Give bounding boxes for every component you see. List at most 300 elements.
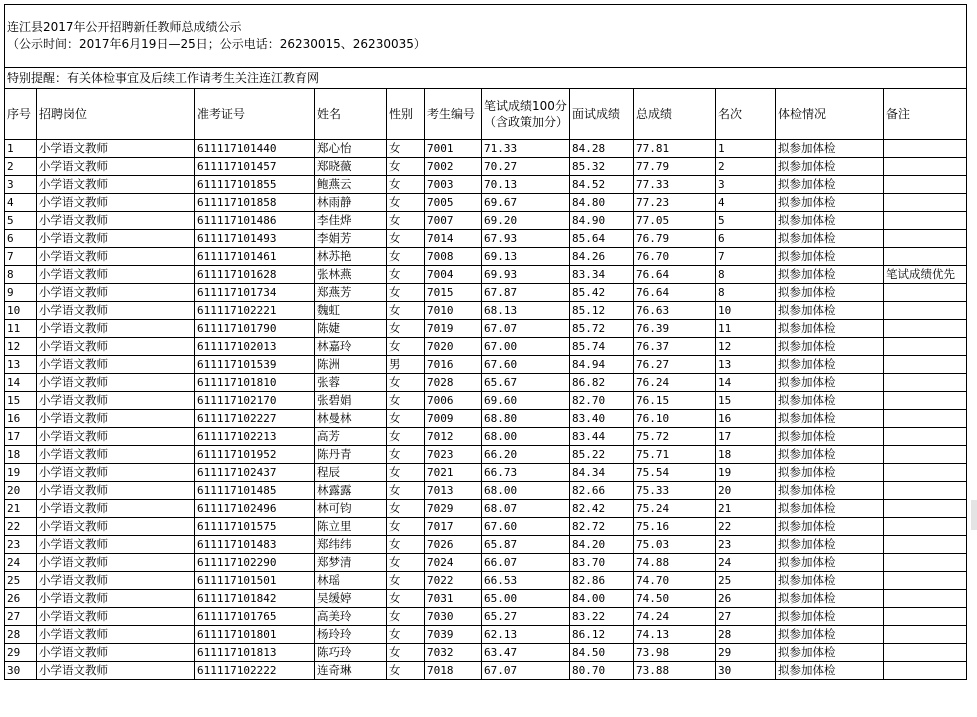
cell-position: 小学语文教师 — [37, 158, 195, 176]
cell-gender: 女 — [387, 554, 425, 572]
cell-interview: 82.66 — [570, 482, 634, 500]
table-row — [5, 266, 967, 284]
cell-exam-no: 7017 — [425, 518, 482, 536]
cell-exam-no: 7004 — [425, 266, 482, 284]
cell-rank: 27 — [716, 608, 776, 626]
cell-exam-no: 7029 — [425, 500, 482, 518]
cell-position: 小学语文教师 — [37, 428, 195, 446]
cell-remark — [884, 320, 967, 338]
cell-physical: 拟参加体检 — [776, 626, 884, 644]
cell-written: 65.87 — [482, 536, 570, 554]
cell-total: 74.88 — [634, 554, 716, 572]
cell-no: 29 — [5, 644, 37, 662]
cell-total: 76.24 — [634, 374, 716, 392]
cell-total: 76.79 — [634, 230, 716, 248]
cell-written: 70.27 — [482, 158, 570, 176]
cell-written: 71.33 — [482, 140, 570, 158]
cell-remark — [884, 158, 967, 176]
cell-name: 连奇琳 — [315, 662, 387, 680]
cell-admission: 611117102013 — [195, 338, 315, 356]
cell-admission: 611117102290 — [195, 554, 315, 572]
cell-remark — [884, 554, 967, 572]
cell-physical: 拟参加体检 — [776, 464, 884, 482]
cell-total: 73.88 — [634, 662, 716, 680]
header-gender: 性别 — [387, 89, 425, 140]
cell-admission: 611117101539 — [195, 356, 315, 374]
cell-position: 小学语文教师 — [37, 320, 195, 338]
cell-interview: 84.00 — [570, 590, 634, 608]
table-row — [5, 464, 967, 482]
cell-written: 68.00 — [482, 482, 570, 500]
cell-physical: 拟参加体检 — [776, 194, 884, 212]
cell-admission: 611117101765 — [195, 608, 315, 626]
cell-gender: 女 — [387, 662, 425, 680]
cell-gender: 女 — [387, 248, 425, 266]
cell-gender: 女 — [387, 176, 425, 194]
cell-no: 5 — [5, 212, 37, 230]
cell-gender: 女 — [387, 590, 425, 608]
table-row — [5, 662, 967, 680]
cell-written: 68.13 — [482, 302, 570, 320]
cell-no: 12 — [5, 338, 37, 356]
cell-position: 小学语文教师 — [37, 302, 195, 320]
cell-rank: 6 — [716, 230, 776, 248]
header-written-line1: 笔试成绩100分 — [484, 99, 567, 113]
cell-position: 小学语文教师 — [37, 374, 195, 392]
cell-name: 李佳烨 — [315, 212, 387, 230]
cell-rank: 10 — [716, 302, 776, 320]
cell-no: 16 — [5, 410, 37, 428]
cell-gender: 女 — [387, 266, 425, 284]
cell-rank: 17 — [716, 428, 776, 446]
table-row — [5, 572, 967, 590]
cell-remark — [884, 194, 967, 212]
cell-physical: 拟参加体检 — [776, 446, 884, 464]
cell-name: 林嘉玲 — [315, 338, 387, 356]
cell-name: 林瑶 — [315, 572, 387, 590]
cell-written: 69.13 — [482, 248, 570, 266]
cell-name: 高美玲 — [315, 608, 387, 626]
cell-exam-no: 7013 — [425, 482, 482, 500]
cell-interview: 86.82 — [570, 374, 634, 392]
cell-physical: 拟参加体检 — [776, 554, 884, 572]
cell-exam-no: 7032 — [425, 644, 482, 662]
cell-admission: 611117101485 — [195, 482, 315, 500]
cell-remark — [884, 176, 967, 194]
cell-gender: 女 — [387, 302, 425, 320]
table-row — [5, 194, 967, 212]
cell-written: 68.80 — [482, 410, 570, 428]
header-remark: 备注 — [884, 89, 967, 140]
cell-exam-no: 7002 — [425, 158, 482, 176]
cell-interview: 80.70 — [570, 662, 634, 680]
cell-total: 75.33 — [634, 482, 716, 500]
cell-admission: 611117101486 — [195, 212, 315, 230]
cell-physical: 拟参加体检 — [776, 392, 884, 410]
cell-gender: 女 — [387, 230, 425, 248]
cell-physical: 拟参加体检 — [776, 284, 884, 302]
cell-rank: 29 — [716, 644, 776, 662]
cell-admission: 611117101813 — [195, 644, 315, 662]
cell-name: 陈丹青 — [315, 446, 387, 464]
cell-rank: 15 — [716, 392, 776, 410]
cell-remark — [884, 212, 967, 230]
cell-physical: 拟参加体检 — [776, 608, 884, 626]
cell-no: 26 — [5, 590, 37, 608]
cell-gender: 女 — [387, 500, 425, 518]
cell-position: 小学语文教师 — [37, 194, 195, 212]
cell-admission: 611117102221 — [195, 302, 315, 320]
cell-admission: 611117101483 — [195, 536, 315, 554]
cell-no: 19 — [5, 464, 37, 482]
cell-physical: 拟参加体检 — [776, 410, 884, 428]
cell-no: 25 — [5, 572, 37, 590]
cell-remark — [884, 356, 967, 374]
cell-total: 76.63 — [634, 302, 716, 320]
header-admission: 准考证号 — [195, 89, 315, 140]
cell-physical: 拟参加体检 — [776, 536, 884, 554]
cell-admission: 611117102222 — [195, 662, 315, 680]
cell-interview: 83.44 — [570, 428, 634, 446]
cell-physical: 拟参加体检 — [776, 518, 884, 536]
cell-position: 小学语文教师 — [37, 140, 195, 158]
cell-written: 63.47 — [482, 644, 570, 662]
cell-position: 小学语文教师 — [37, 176, 195, 194]
cell-rank: 25 — [716, 572, 776, 590]
cell-total: 75.03 — [634, 536, 716, 554]
cell-name: 林可钧 — [315, 500, 387, 518]
cell-admission: 611117102213 — [195, 428, 315, 446]
cell-physical: 拟参加体检 — [776, 662, 884, 680]
table-row — [5, 158, 967, 176]
cell-gender: 女 — [387, 428, 425, 446]
cell-position: 小学语文教师 — [37, 464, 195, 482]
cell-position: 小学语文教师 — [37, 392, 195, 410]
cell-remark — [884, 338, 967, 356]
cell-physical: 拟参加体检 — [776, 374, 884, 392]
cell-admission: 611117101440 — [195, 140, 315, 158]
cell-exam-no: 7022 — [425, 572, 482, 590]
cell-admission: 611117101628 — [195, 266, 315, 284]
cell-interview: 85.12 — [570, 302, 634, 320]
cell-rank: 26 — [716, 590, 776, 608]
cell-position: 小学语文教师 — [37, 536, 195, 554]
cell-name: 吴缓婷 — [315, 590, 387, 608]
cell-rank: 5 — [716, 212, 776, 230]
cell-total: 76.39 — [634, 320, 716, 338]
cell-position: 小学语文教师 — [37, 230, 195, 248]
cell-interview: 85.32 — [570, 158, 634, 176]
cell-no: 22 — [5, 518, 37, 536]
cell-rank: 7 — [716, 248, 776, 266]
cell-interview: 85.42 — [570, 284, 634, 302]
cell-written: 70.13 — [482, 176, 570, 194]
cell-written: 69.60 — [482, 392, 570, 410]
cell-no: 24 — [5, 554, 37, 572]
cell-written: 67.60 — [482, 518, 570, 536]
cell-rank: 3 — [716, 176, 776, 194]
cell-remark — [884, 230, 967, 248]
cell-exam-no: 7003 — [425, 176, 482, 194]
cell-interview: 86.12 — [570, 626, 634, 644]
table-row — [5, 536, 967, 554]
cell-exam-no: 7015 — [425, 284, 482, 302]
cell-gender: 女 — [387, 608, 425, 626]
cell-position: 小学语文教师 — [37, 554, 195, 572]
cell-name: 李娟芳 — [315, 230, 387, 248]
cell-total: 75.16 — [634, 518, 716, 536]
cell-interview: 82.86 — [570, 572, 634, 590]
cell-remark — [884, 464, 967, 482]
cell-no: 3 — [5, 176, 37, 194]
cell-rank: 1 — [716, 140, 776, 158]
cell-position: 小学语文教师 — [37, 248, 195, 266]
cell-remark — [884, 428, 967, 446]
cell-written: 67.00 — [482, 338, 570, 356]
cell-interview: 84.26 — [570, 248, 634, 266]
cell-written: 67.07 — [482, 320, 570, 338]
cell-written: 66.73 — [482, 464, 570, 482]
table-row — [5, 284, 967, 302]
title-cell — [5, 5, 967, 68]
cell-name: 程辰 — [315, 464, 387, 482]
cell-interview: 83.22 — [570, 608, 634, 626]
cell-name: 陈巧玲 — [315, 644, 387, 662]
cell-admission: 611117101457 — [195, 158, 315, 176]
cell-remark — [884, 284, 967, 302]
table-row — [5, 248, 967, 266]
cell-no: 13 — [5, 356, 37, 374]
table-row — [5, 356, 967, 374]
table-row — [5, 140, 967, 158]
cell-name: 林苏艳 — [315, 248, 387, 266]
cell-physical: 拟参加体检 — [776, 500, 884, 518]
table-row — [5, 446, 967, 464]
cell-total: 74.24 — [634, 608, 716, 626]
cell-name: 张碧娟 — [315, 392, 387, 410]
cell-physical: 拟参加体检 — [776, 320, 884, 338]
cell-rank: 8 — [716, 284, 776, 302]
cell-name: 林曼林 — [315, 410, 387, 428]
header-written — [482, 89, 570, 140]
table-row — [5, 392, 967, 410]
cell-gender: 女 — [387, 392, 425, 410]
cell-gender: 女 — [387, 482, 425, 500]
cell-name: 郑燕芳 — [315, 284, 387, 302]
cell-written: 69.20 — [482, 212, 570, 230]
cell-interview: 84.52 — [570, 176, 634, 194]
table-row — [5, 302, 967, 320]
cell-physical: 拟参加体检 — [776, 266, 884, 284]
cell-admission: 611117101501 — [195, 572, 315, 590]
cell-name: 高芳 — [315, 428, 387, 446]
cell-total: 75.24 — [634, 500, 716, 518]
cell-physical: 拟参加体检 — [776, 644, 884, 662]
scrollbar-thumb[interactable] — [971, 500, 977, 530]
cell-exam-no: 7009 — [425, 410, 482, 428]
cell-position: 小学语文教师 — [37, 500, 195, 518]
cell-rank: 8 — [716, 266, 776, 284]
cell-no: 4 — [5, 194, 37, 212]
cell-interview: 84.50 — [570, 644, 634, 662]
cell-remark — [884, 410, 967, 428]
cell-interview: 84.80 — [570, 194, 634, 212]
cell-total: 76.37 — [634, 338, 716, 356]
cell-exam-no: 7023 — [425, 446, 482, 464]
cell-admission: 611117101952 — [195, 446, 315, 464]
cell-rank: 14 — [716, 374, 776, 392]
cell-name: 林露露 — [315, 482, 387, 500]
cell-admission: 611117102227 — [195, 410, 315, 428]
cell-physical: 拟参加体检 — [776, 158, 884, 176]
cell-written: 65.00 — [482, 590, 570, 608]
cell-admission: 611117102437 — [195, 464, 315, 482]
cell-interview: 85.72 — [570, 320, 634, 338]
cell-written: 67.93 — [482, 230, 570, 248]
cell-physical: 拟参加体检 — [776, 302, 884, 320]
cell-written: 66.53 — [482, 572, 570, 590]
cell-physical: 拟参加体检 — [776, 356, 884, 374]
cell-remark — [884, 302, 967, 320]
cell-no: 27 — [5, 608, 37, 626]
cell-admission: 611117101575 — [195, 518, 315, 536]
cell-name: 陈洲 — [315, 356, 387, 374]
cell-remark — [884, 140, 967, 158]
cell-exam-no: 7039 — [425, 626, 482, 644]
cell-written: 66.07 — [482, 554, 570, 572]
cell-total: 76.64 — [634, 266, 716, 284]
cell-exam-no: 7019 — [425, 320, 482, 338]
cell-rank: 23 — [716, 536, 776, 554]
cell-admission: 611117101493 — [195, 230, 315, 248]
cell-no: 23 — [5, 536, 37, 554]
cell-gender: 女 — [387, 464, 425, 482]
table-row — [5, 608, 967, 626]
cell-no: 2 — [5, 158, 37, 176]
cell-remark — [884, 572, 967, 590]
cell-interview: 82.72 — [570, 518, 634, 536]
cell-total: 74.13 — [634, 626, 716, 644]
table-row — [5, 590, 967, 608]
cell-total: 74.70 — [634, 572, 716, 590]
cell-admission: 611117101801 — [195, 626, 315, 644]
cell-exam-no: 7007 — [425, 212, 482, 230]
cell-gender: 女 — [387, 284, 425, 302]
cell-physical: 拟参加体检 — [776, 482, 884, 500]
cell-total: 77.33 — [634, 176, 716, 194]
cell-rank: 21 — [716, 500, 776, 518]
cell-no: 17 — [5, 428, 37, 446]
cell-remark — [884, 374, 967, 392]
cell-no: 9 — [5, 284, 37, 302]
cell-gender: 女 — [387, 572, 425, 590]
score-sheet — [4, 4, 966, 680]
score-table — [4, 4, 967, 680]
cell-exam-no: 7021 — [425, 464, 482, 482]
cell-remark — [884, 644, 967, 662]
cell-admission: 611117101790 — [195, 320, 315, 338]
cell-name: 林雨静 — [315, 194, 387, 212]
cell-remark — [884, 446, 967, 464]
cell-physical: 拟参加体检 — [776, 176, 884, 194]
cell-remark — [884, 608, 967, 626]
cell-position: 小学语文教师 — [37, 644, 195, 662]
publicity-info: （公示时间：2017年6月19日—25日；公示电话：26230015、26230035） — [7, 37, 426, 51]
cell-admission: 611117101858 — [195, 194, 315, 212]
cell-rank: 24 — [716, 554, 776, 572]
cell-gender: 女 — [387, 320, 425, 338]
cell-position: 小学语文教师 — [37, 446, 195, 464]
cell-exam-no: 7031 — [425, 590, 482, 608]
cell-interview: 84.94 — [570, 356, 634, 374]
cell-gender: 女 — [387, 194, 425, 212]
cell-gender: 女 — [387, 644, 425, 662]
cell-written: 69.67 — [482, 194, 570, 212]
cell-name: 张林燕 — [315, 266, 387, 284]
cell-remark: 笔试成绩优先 — [884, 266, 967, 284]
cell-name: 鲍燕云 — [315, 176, 387, 194]
cell-rank: 22 — [716, 518, 776, 536]
page-title: 连江县2017年公开招聘新任教师总成绩公示 — [7, 20, 242, 34]
cell-remark — [884, 626, 967, 644]
cell-interview: 84.34 — [570, 464, 634, 482]
cell-exam-no: 7014 — [425, 230, 482, 248]
cell-no: 6 — [5, 230, 37, 248]
cell-interview: 84.90 — [570, 212, 634, 230]
cell-total: 77.23 — [634, 194, 716, 212]
table-row — [5, 626, 967, 644]
cell-remark — [884, 590, 967, 608]
cell-position: 小学语文教师 — [37, 284, 195, 302]
header-physical: 体检情况 — [776, 89, 884, 140]
cell-name: 陈立里 — [315, 518, 387, 536]
cell-gender: 女 — [387, 626, 425, 644]
cell-exam-no: 7018 — [425, 662, 482, 680]
cell-gender: 女 — [387, 518, 425, 536]
cell-total: 75.71 — [634, 446, 716, 464]
cell-position: 小学语文教师 — [37, 662, 195, 680]
header-name: 姓名 — [315, 89, 387, 140]
cell-written: 68.00 — [482, 428, 570, 446]
cell-rank: 12 — [716, 338, 776, 356]
cell-gender: 女 — [387, 212, 425, 230]
cell-written: 65.67 — [482, 374, 570, 392]
cell-rank: 11 — [716, 320, 776, 338]
cell-total: 76.27 — [634, 356, 716, 374]
cell-position: 小学语文教师 — [37, 608, 195, 626]
cell-gender: 女 — [387, 374, 425, 392]
cell-interview: 82.42 — [570, 500, 634, 518]
cell-name: 郑梦清 — [315, 554, 387, 572]
cell-position: 小学语文教师 — [37, 410, 195, 428]
table-row — [5, 374, 967, 392]
cell-rank: 4 — [716, 194, 776, 212]
table-row — [5, 410, 967, 428]
cell-remark — [884, 662, 967, 680]
cell-written: 67.60 — [482, 356, 570, 374]
table-row — [5, 644, 967, 662]
cell-interview: 84.28 — [570, 140, 634, 158]
cell-gender: 女 — [387, 338, 425, 356]
table-row — [5, 554, 967, 572]
cell-total: 76.15 — [634, 392, 716, 410]
cell-interview: 83.70 — [570, 554, 634, 572]
cell-rank: 20 — [716, 482, 776, 500]
cell-rank: 16 — [716, 410, 776, 428]
table-row — [5, 176, 967, 194]
header-no: 序号 — [5, 89, 37, 140]
cell-gender: 女 — [387, 410, 425, 428]
